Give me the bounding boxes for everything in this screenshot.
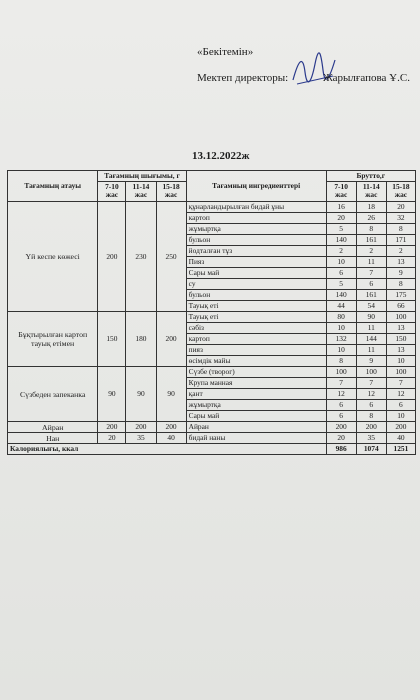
ingredient-name: Айран [186, 422, 326, 433]
menu-date: 13.12.2022ж [192, 150, 250, 162]
ingredient-brutto: 26 [356, 213, 386, 224]
ingredient-brutto: 10 [326, 257, 356, 268]
ingredient-brutto: 161 [356, 290, 386, 301]
ingredient-brutto: 200 [356, 422, 386, 433]
ingredient-brutto: 6 [356, 279, 386, 290]
ingredient-brutto: 13 [386, 345, 415, 356]
ingredient-name: жұмыртқа [186, 224, 326, 235]
dish-output: 90 [126, 367, 156, 422]
total-label: Калориялығы, ккал [8, 444, 327, 455]
ingredient-brutto: 20 [386, 202, 415, 213]
ingredient-brutto: 11 [356, 323, 386, 334]
ingredient-brutto: 5 [326, 224, 356, 235]
dish-output: 200 [98, 422, 126, 433]
ingredient-brutto: 2 [326, 246, 356, 257]
ingredient-brutto: 13 [386, 323, 415, 334]
header-dish-name: Тағамның атауы [8, 171, 98, 202]
ingredient-name: пияз [186, 345, 326, 356]
ingredient-name: сәбіз [186, 323, 326, 334]
ingredient-name: өсімдік майы [186, 356, 326, 367]
ingredient-name: құнарландырылған бидай ұны [186, 202, 326, 213]
dish-output: 200 [98, 202, 126, 312]
ingredient-name: қант [186, 389, 326, 400]
ingredient-name: Сары май [186, 411, 326, 422]
dish-name: Айран [8, 422, 98, 433]
ingredient-brutto: 6 [356, 400, 386, 411]
header-brutto: Брутто,г [326, 171, 415, 182]
ingredient-brutto: 6 [326, 400, 356, 411]
ingredient-brutto: 12 [356, 389, 386, 400]
dish-output: 35 [126, 433, 156, 444]
ingredient-brutto: 6 [386, 400, 415, 411]
ingredient-brutto: 144 [356, 334, 386, 345]
header-ingredients: Тағамның ингредиенттері [186, 171, 326, 202]
ingredient-name: йодталған тұз [186, 246, 326, 257]
dish-output: 200 [156, 312, 186, 367]
ingredient-brutto: 5 [326, 279, 356, 290]
ingredient-brutto: 171 [386, 235, 415, 246]
ingredient-name: Тауық еті [186, 312, 326, 323]
director-name: Жарылғапова Ұ.С. [323, 72, 410, 84]
ingredient-name: Крупа манная [186, 378, 326, 389]
ingredient-brutto: 10 [326, 345, 356, 356]
director-line [197, 72, 417, 84]
ingredient-brutto: 6 [326, 268, 356, 279]
dish-output: 90 [156, 367, 186, 422]
ingredient-brutto: 8 [356, 411, 386, 422]
ingredient-brutto: 100 [356, 367, 386, 378]
ingredient-brutto: 161 [356, 235, 386, 246]
ingredient-brutto: 16 [326, 202, 356, 213]
table-row [8, 202, 416, 213]
header-age-group: 7-10 жас [98, 181, 126, 201]
ingredient-brutto: 6 [326, 411, 356, 422]
ingredient-brutto: 12 [326, 389, 356, 400]
ingredient-brutto: 10 [326, 323, 356, 334]
dish-name: Нан [8, 433, 98, 444]
dish-output: 180 [126, 312, 156, 367]
ingredient-brutto: 18 [356, 202, 386, 213]
ingredient-brutto: 9 [386, 268, 415, 279]
header-age-group: 7-10 жас [326, 181, 356, 201]
menu-table-body [8, 202, 416, 444]
ingredient-brutto: 200 [386, 422, 415, 433]
ingredient-brutto: 11 [356, 257, 386, 268]
dish-output: 200 [156, 422, 186, 433]
ingredient-brutto: 44 [326, 301, 356, 312]
dish-output: 40 [156, 433, 186, 444]
dish-name: Бұқтырылған картоп тауық етімен [8, 312, 98, 367]
ingredient-brutto: 200 [326, 422, 356, 433]
ingredient-brutto: 8 [326, 356, 356, 367]
ingredient-brutto: 35 [356, 433, 386, 444]
ingredient-brutto: 8 [386, 279, 415, 290]
ingredient-name: су [186, 279, 326, 290]
signature-mark [289, 50, 341, 92]
ingredient-brutto: 11 [356, 345, 386, 356]
ingredient-brutto: 140 [326, 235, 356, 246]
ingredient-brutto: 100 [386, 367, 415, 378]
ingredient-brutto: 32 [386, 213, 415, 224]
header-output: Тағамның шығымы, г [98, 171, 186, 182]
ingredient-brutto: 100 [326, 367, 356, 378]
ingredient-brutto: 20 [326, 433, 356, 444]
ingredient-brutto: 90 [356, 312, 386, 323]
ingredient-brutto: 54 [356, 301, 386, 312]
table-row [8, 433, 416, 444]
ingredient-name: бульон [186, 290, 326, 301]
header-age-group: 15-18 жас [386, 181, 415, 201]
ingredient-brutto: 13 [386, 257, 415, 268]
dish-output: 250 [156, 202, 186, 312]
header-age-group: 15-18 жас [156, 181, 186, 201]
total-value: 986 [326, 444, 356, 455]
ingredient-brutto: 8 [356, 224, 386, 235]
table-row [8, 312, 416, 323]
dish-output: 20 [98, 433, 126, 444]
total-value: 1251 [386, 444, 415, 455]
ingredient-brutto: 7 [356, 378, 386, 389]
ingredient-name: Пияз [186, 257, 326, 268]
dish-output: 150 [98, 312, 126, 367]
header-age-group: 11-14 жас [356, 181, 386, 201]
ingredient-brutto: 150 [386, 334, 415, 345]
ingredient-brutto: 7 [386, 378, 415, 389]
header-age-group: 11-14 жас [126, 181, 156, 201]
dish-output: 230 [126, 202, 156, 312]
approval-heading: «Бекітемін» [197, 46, 254, 58]
dish-name: Сүзбеден запеканка [8, 367, 98, 422]
table-row [8, 367, 416, 378]
dish-output: 90 [98, 367, 126, 422]
ingredient-name: бульон [186, 235, 326, 246]
ingredient-brutto: 100 [386, 312, 415, 323]
ingredient-brutto: 80 [326, 312, 356, 323]
ingredient-name: картоп [186, 334, 326, 345]
ingredient-brutto: 12 [386, 389, 415, 400]
director-label: Мектеп директоры: [197, 72, 289, 84]
dish-name: Үй кеспе көжесі [8, 202, 98, 312]
ingredient-name: Сары май [186, 268, 326, 279]
ingredient-brutto: 9 [356, 356, 386, 367]
dish-output: 200 [126, 422, 156, 433]
ingredient-brutto: 10 [386, 411, 415, 422]
table-row [8, 422, 416, 433]
ingredient-brutto: 132 [326, 334, 356, 345]
ingredient-brutto: 66 [386, 301, 415, 312]
ingredient-brutto: 20 [326, 213, 356, 224]
ingredient-brutto: 10 [386, 356, 415, 367]
ingredient-name: картоп [186, 213, 326, 224]
ingredient-name: Сүзбе (творог) [186, 367, 326, 378]
ingredient-name: бидай наны [186, 433, 326, 444]
ingredient-brutto: 2 [356, 246, 386, 257]
ingredient-brutto: 2 [386, 246, 415, 257]
ingredient-brutto: 8 [386, 224, 415, 235]
ingredient-brutto: 40 [386, 433, 415, 444]
ingredient-brutto: 7 [326, 378, 356, 389]
ingredient-name: жұмыртқа [186, 400, 326, 411]
ingredient-brutto: 7 [356, 268, 386, 279]
ingredient-name: Тауық еті [186, 301, 326, 312]
total-value: 1074 [356, 444, 386, 455]
ingredient-brutto: 140 [326, 290, 356, 301]
ingredient-brutto: 175 [386, 290, 415, 301]
menu-table [7, 170, 416, 455]
